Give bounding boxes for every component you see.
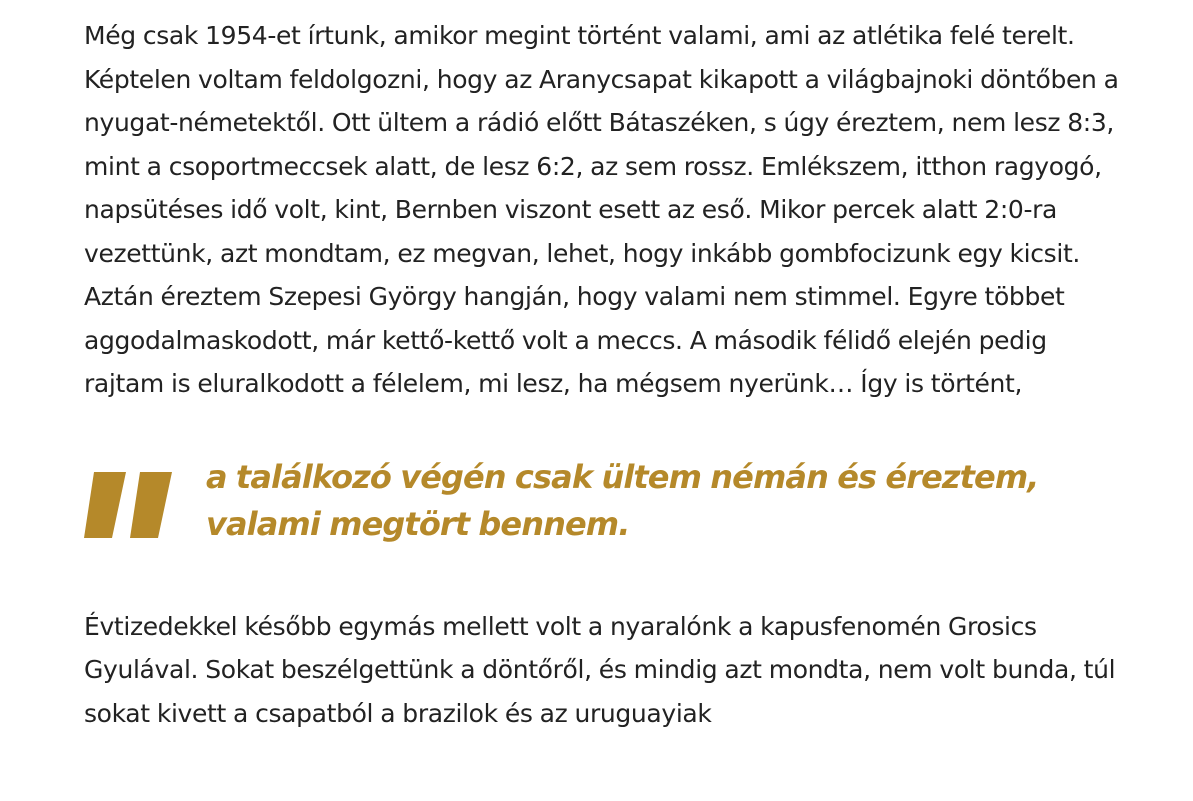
article-paragraph: Még csak 1954-et írtunk, amikor megint történt valami, ami az atlétika felé terelt. Képtelen voltam feldolgozni, hogy az Aranycsapat kikapott a világbajnoki döntőben a nyugat-németektől. Ott ültem a rádió előtt Bátaszéken, s úgy éreztem, nem lesz 8:3, mint a csoportmeccsek alatt, de lesz 6:2, az sem rossz. Emlékszem, itthon ragyogó, napsütéses idő volt, kint, Bernben viszont esett az eső. Mikor percek alatt 2:0-ra vezettünk, azt mondtam, ez megvan, lehet, hogy inkább gombfocizunk egy kicsit. Aztán éreztem Szepesi György hangján, hogy valami nem stimmel. Egyre többet aggodalmaskodott, már kettő-kettő volt a meccs. A második félidő elején pedig rajtam is eluralkodott a félelem, mi lesz, ha mégsem nyerünk… Így is történt, xyxy=(84,21,1119,398)
quote-mark-icon xyxy=(84,470,174,540)
pullquote xyxy=(84,454,1124,584)
article-body xyxy=(84,14,1124,735)
article-paragraph: Évtizedekkel később egymás mellett volt a nyaralónk a kapusfenomén Grosics Gyulával. Sokat beszélgettünk a döntőről, és mindig azt mondta, nem volt bunda, túl sokat kivett a csapatból a brazilok és az uruguayiak xyxy=(84,611,1116,728)
pullquote-text: a találkozó végén csak ültem némán és éreztem, valami megtört bennem. xyxy=(206,457,1039,543)
